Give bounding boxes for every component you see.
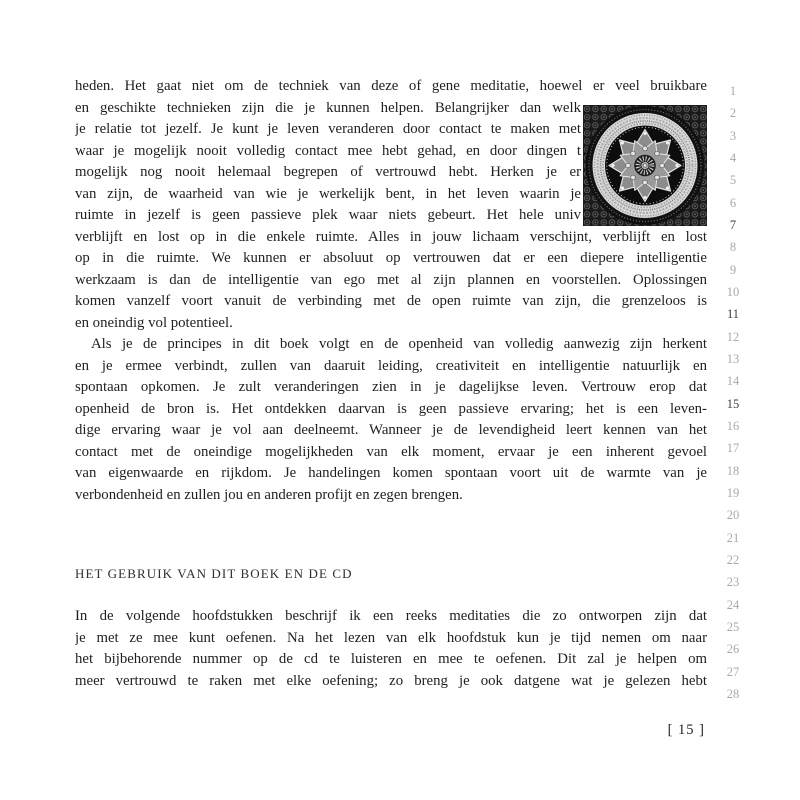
line-number-column <box>722 80 744 705</box>
line-number: 4 <box>729 150 737 165</box>
line-number: 7 <box>729 217 737 232</box>
line-number: 8 <box>729 240 737 255</box>
text-line <box>75 585 707 607</box>
text-line: openheid de bron is. Het ontdekken daarvan is geen passieve ervaring; het is een leven- <box>75 400 707 417</box>
line-number: 13 <box>726 351 740 366</box>
line-number: 20 <box>726 508 740 523</box>
text-line: verblijft en lost op in die enkele ruimte. Alles in jouw lichaam verschijnt, verblijft en lost <box>75 228 707 245</box>
text-line: en je ermee verbindt, zullen van daaruit leiding, creativiteit en intelligentie natuurlijk en <box>75 357 707 374</box>
page-number: [ 15 ] <box>667 722 705 738</box>
line-number: 2 <box>729 106 737 121</box>
line-number: 14 <box>726 374 740 389</box>
line-number: 26 <box>726 642 740 657</box>
text-line: op in die ruimte. We kunnen er absoluut op vertrouwen dat er een diepere intelligentie <box>75 250 707 266</box>
text-line: ruimte in jezelf is geen passieve plek waar niets gebeurt. Het hele univ <box>75 207 581 223</box>
text-line: komen vanzelf voort vanuit de verbinding met de open ruimte van zijn, die grenzeloos is <box>75 293 707 309</box>
line-number: 16 <box>726 418 740 433</box>
text-line: dige ervaring waar je vol aan deelneemt. Wanneer je de levendigheid leert kennen van het <box>75 422 707 438</box>
line-number: 25 <box>726 619 740 634</box>
text-line: heden. Het gaat niet om de techniek van deze of gene meditatie, hoewel er veel bruikbare <box>75 78 707 94</box>
text-line: en geschikte technieken zijn die je kunnen helpen. Belangrijker dan welk <box>75 99 581 116</box>
line-number: 21 <box>726 530 740 545</box>
text-line: je relatie tot jezelf. Je kunt je leven veranderen door contact te maken met <box>75 121 581 137</box>
text-line: verbondenheid en zullen jou en anderen profijt en zegen brengen. <box>75 486 463 503</box>
text-line: je met ze mee kunt oefenen. Na het lezen van elk hoofdstuk kun je tijd nemen om naar <box>75 629 707 646</box>
text-line <box>75 528 707 550</box>
text-line: contact met de oneindige mogelijkheden van elk moment, ervaar je een inherent gevoel <box>75 443 707 460</box>
line-number: 28 <box>726 686 740 701</box>
text-line: Als je de principes in dit boek volgt en de openheid van volledig aanwezig zijn herkent <box>91 336 707 352</box>
line-number: 17 <box>726 441 740 456</box>
line-number: 9 <box>729 262 737 277</box>
text-line: meer vertrouwd te raken met elke oefening; zo breng je ook datgene wat je gelezen hebt <box>75 672 707 689</box>
line-number: 1 <box>729 84 737 98</box>
text-line: en oneindig vol potentieel. <box>75 314 233 331</box>
line-number: 18 <box>726 463 740 478</box>
section-heading: HET GEBRUIK VAN DIT BOEK EN DE CD <box>75 566 353 581</box>
line-number: 15 <box>726 396 740 411</box>
line-number: 3 <box>729 128 737 143</box>
line-number: 5 <box>729 173 737 188</box>
line-number: 24 <box>726 597 740 612</box>
line-number: 23 <box>726 575 740 590</box>
line-number: 27 <box>726 664 740 679</box>
text-line: mogelijk nog nooit helemaal begrepen of vertrouwd hebt. Herken je er <box>75 164 581 180</box>
line-number: 10 <box>726 284 740 299</box>
line-number: 12 <box>726 329 740 344</box>
text-line: van eigenwaarde en rijkdom. Je handelingen komen spontaan voort uit de warmte van je <box>75 465 707 481</box>
line-number: 22 <box>726 552 740 567</box>
text-line: waar je mogelijk nooit volledig contact mee hebt gehad, en door dingen t <box>75 142 581 159</box>
line-number: 11 <box>726 307 740 322</box>
text-line: spontaan opkomen. Je zult veranderingen zien in je dagelijkse leven. Vertrouw erop dat <box>75 379 707 395</box>
line-number: 6 <box>729 195 737 210</box>
text-line: van zijn, de waarheid van wie je werkelijk bent, in het leven waarin je <box>75 185 581 202</box>
text-line: werkzaam is dan de intelligentie van ego met al zijn plannen en voorstellen. Oplossingen <box>75 271 707 288</box>
line-number: 19 <box>726 485 740 500</box>
text-line: In de volgende hoofdstukken beschrijf ik een reeks meditaties die zo ontworpen zijn dat <box>75 608 707 624</box>
mandala-illustration-icon <box>583 105 707 226</box>
text-line <box>75 506 707 528</box>
text-line: het bijbehorende nummer op de cd te luisteren en mee te oefenen. Dit zal je helpen om <box>75 651 707 667</box>
